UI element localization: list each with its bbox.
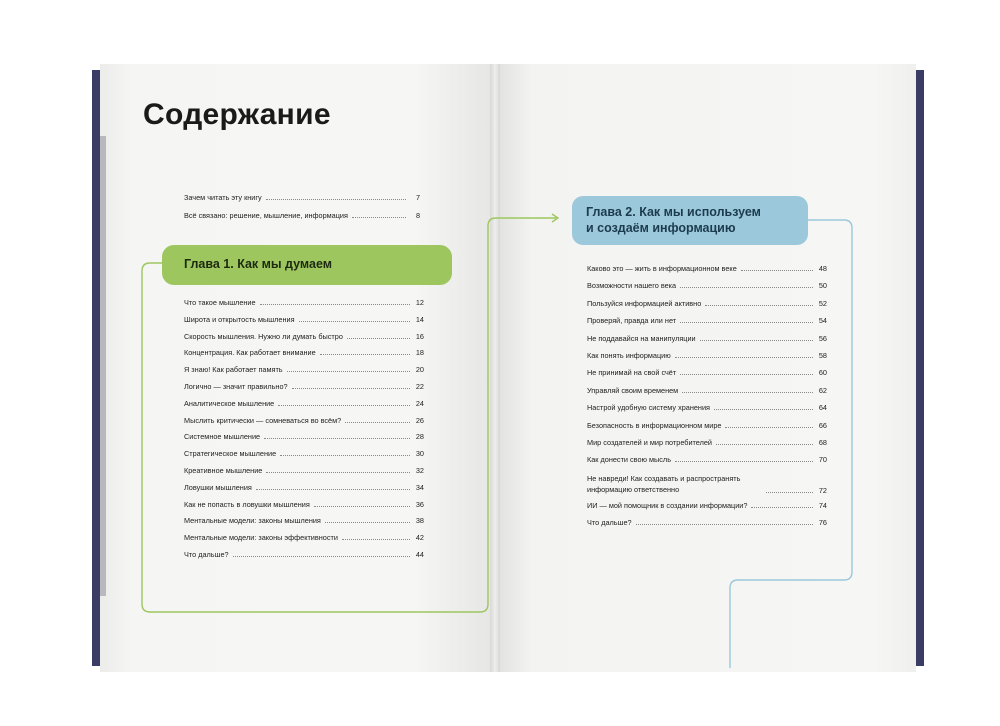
dot-leader bbox=[287, 371, 410, 372]
toc-entry bbox=[184, 211, 420, 220]
toc-entry-page-number: 38 bbox=[415, 516, 424, 526]
toc-entry-page-number: 50 bbox=[818, 281, 827, 291]
toc-entry-title: Концентрация. Как работает внимание bbox=[184, 348, 316, 358]
toc-entry-title: Логично — значит правильно? bbox=[184, 382, 288, 391]
toc-entry-title: Всё связано: решение, мышление, информация bbox=[184, 211, 348, 220]
toc-entry bbox=[184, 466, 424, 475]
toc-entry-page-number: 64 bbox=[818, 403, 827, 413]
toc-entry bbox=[587, 299, 827, 308]
toc-entry bbox=[587, 473, 827, 495]
dot-leader bbox=[675, 357, 813, 358]
dot-leader bbox=[700, 340, 813, 341]
toc-entry-page-number: 76 bbox=[818, 518, 827, 528]
toc-entry-title: ИИ — мой помощник в создании информации? bbox=[587, 500, 748, 510]
dot-leader bbox=[766, 492, 813, 493]
toc-entry-page-number: 36 bbox=[415, 499, 424, 509]
toc-entry-page-number: 8 bbox=[415, 211, 420, 220]
toc-entry-page-number: 16 bbox=[415, 331, 424, 341]
chapter1-heading-box bbox=[162, 245, 452, 285]
dot-leader bbox=[682, 392, 813, 393]
toc-entry-title: Системное мышление bbox=[184, 432, 261, 442]
toc-entry bbox=[587, 316, 827, 325]
toc-entry-title: Проверяй, правда или нет bbox=[587, 316, 677, 326]
toc-entry-title: Как донести свою мысль bbox=[587, 455, 671, 465]
toc-entry-page-number: 72 bbox=[818, 485, 827, 495]
dot-leader bbox=[320, 354, 410, 355]
toc-entry bbox=[184, 516, 424, 525]
toc-entry-page-number: 48 bbox=[818, 264, 827, 273]
toc-entry-title: Что такое мышление bbox=[184, 298, 256, 307]
chapter2-title-line2: и создаём информацию bbox=[586, 221, 736, 235]
toc-entry-page-number: 54 bbox=[818, 316, 827, 326]
dot-leader bbox=[741, 270, 813, 271]
toc-entry bbox=[184, 298, 424, 307]
toc-entry bbox=[587, 281, 827, 290]
dot-leader bbox=[342, 539, 410, 540]
toc-entry bbox=[587, 518, 827, 527]
toc-entry-title: Я знаю! Как работает память bbox=[184, 365, 283, 375]
toc-entry-title: Пользуйся информацией активно bbox=[587, 298, 702, 308]
toc-entry-page-number: 24 bbox=[415, 398, 424, 408]
toc-entry-title: Ментальные модели: законы мышления bbox=[184, 516, 321, 526]
toc-entry-title: Ментальные модели: законы эффективности bbox=[184, 533, 338, 543]
toc-entry-page-number: 30 bbox=[415, 449, 424, 459]
toc-entry bbox=[587, 264, 827, 273]
toc-entry bbox=[587, 351, 827, 360]
toc-entry-page-number: 7 bbox=[415, 193, 420, 202]
dot-leader bbox=[352, 217, 406, 218]
toc-entry-page-number: 22 bbox=[415, 382, 424, 391]
toc-entry-page-number: 32 bbox=[415, 466, 424, 475]
toc-entry bbox=[184, 315, 424, 324]
page-title: Содержание bbox=[143, 98, 331, 131]
dot-leader bbox=[714, 409, 813, 410]
toc-entry bbox=[587, 334, 827, 343]
toc-entry-title: Безопасность в информационном мире bbox=[587, 420, 722, 430]
toc-entry-page-number: 66 bbox=[818, 420, 827, 430]
dot-leader bbox=[680, 322, 813, 323]
toc-entry bbox=[184, 432, 424, 441]
toc-entry-page-number: 34 bbox=[415, 482, 424, 492]
toc-entry-title: Стратегическое мышление bbox=[184, 449, 277, 459]
toc-entry bbox=[184, 348, 424, 357]
dot-leader bbox=[725, 427, 813, 428]
toc-entry-page-number: 58 bbox=[818, 351, 827, 360]
toc-entry-page-number: 62 bbox=[818, 385, 827, 395]
toc-entry-title: Возможности нашего века bbox=[587, 281, 677, 291]
toc-entry-page-number: 12 bbox=[415, 298, 424, 307]
dot-leader bbox=[264, 438, 410, 439]
toc-entry bbox=[587, 403, 827, 412]
toc-entry bbox=[184, 533, 424, 542]
toc-entry-title: Широта и открытость мышления bbox=[184, 314, 295, 324]
toc-entry-title: Креативное мышление bbox=[184, 466, 263, 475]
dot-leader bbox=[705, 305, 813, 306]
toc-entry-page-number: 74 bbox=[818, 500, 827, 510]
toc-entry-page-number: 18 bbox=[415, 348, 424, 358]
toc-entry-title: Скорость мышления. Нужно ли думать быстро bbox=[184, 331, 343, 341]
dot-leader bbox=[345, 422, 410, 423]
dot-leader bbox=[716, 444, 813, 445]
toc-entry-title: Ловушки мышления bbox=[184, 482, 252, 492]
toc-entry-title: Настрой удобную систему хранения bbox=[587, 403, 710, 413]
dot-leader bbox=[299, 321, 410, 322]
dot-leader bbox=[280, 455, 410, 456]
toc-entry bbox=[184, 449, 424, 458]
toc-entry-page-number: 44 bbox=[415, 550, 424, 559]
toc-entry-page-number: 26 bbox=[415, 415, 424, 425]
toc-entry-title: Что дальше? bbox=[587, 518, 632, 528]
toc-entry-title: Что дальше? bbox=[184, 550, 229, 559]
toc-entry bbox=[587, 368, 827, 377]
toc-entry bbox=[184, 382, 424, 391]
toc-entry-page-number: 42 bbox=[415, 533, 424, 543]
dot-leader bbox=[325, 522, 410, 523]
dot-leader bbox=[266, 472, 410, 473]
toc-entry-title: Не навреди! Как создавать и распространять информацию ответственно bbox=[587, 473, 741, 494]
toc-entry-title: Мыслить критически — сомневаться во всём? bbox=[184, 415, 342, 425]
toc-entry bbox=[587, 455, 827, 464]
chapter2-heading-box bbox=[572, 196, 808, 245]
dot-leader bbox=[675, 461, 813, 462]
toc-entry-title: Аналитическое мышление bbox=[184, 398, 275, 408]
toc-entry-page-number: 56 bbox=[818, 333, 827, 343]
toc-entry-page-number: 60 bbox=[818, 368, 827, 378]
toc-entry bbox=[184, 416, 424, 425]
toc-entry-title: Мир создателей и мир потребителей bbox=[587, 438, 713, 447]
chapter2-title-line1: Глава 2. Как мы используем bbox=[586, 205, 761, 219]
dot-leader bbox=[292, 388, 410, 389]
toc-entry bbox=[587, 438, 827, 447]
toc-entry bbox=[587, 386, 827, 395]
toc-entry bbox=[587, 501, 827, 510]
toc-entry bbox=[184, 500, 424, 509]
toc-entry-title: Зачем читать эту книгу bbox=[184, 193, 262, 202]
toc-entry-page-number: 68 bbox=[818, 438, 827, 447]
dot-leader bbox=[233, 556, 410, 557]
dot-leader bbox=[278, 405, 410, 406]
toc-entry-title: Не принимай на свой счёт bbox=[587, 368, 677, 378]
toc-entry bbox=[184, 483, 424, 492]
toc-entry bbox=[184, 550, 424, 559]
dot-leader bbox=[636, 524, 813, 525]
dot-leader bbox=[680, 374, 813, 375]
dot-leader bbox=[751, 507, 813, 508]
toc-entry-title: Как не попасть в ловушки мышления bbox=[184, 499, 310, 509]
toc-entry-page-number: 70 bbox=[818, 455, 827, 465]
toc-entry-page-number: 14 bbox=[415, 314, 424, 324]
dot-leader bbox=[256, 489, 410, 490]
toc-entry bbox=[184, 332, 424, 341]
dot-leader bbox=[266, 199, 406, 200]
toc-entry-title: Как понять информацию bbox=[587, 351, 671, 360]
dot-leader bbox=[260, 304, 410, 305]
toc-entry-page-number: 20 bbox=[415, 365, 424, 375]
dot-leader bbox=[347, 338, 410, 339]
toc-entry-title: Не поддавайся на манипуляции bbox=[587, 333, 696, 343]
toc-entry-page-number: 28 bbox=[415, 432, 424, 442]
chapter1-title: Глава 1. Как мы думаем bbox=[184, 257, 332, 271]
toc-entry-page-number: 52 bbox=[818, 298, 827, 308]
toc-entry bbox=[184, 399, 424, 408]
toc-entry-title: Каково это — жить в информационном веке bbox=[587, 264, 737, 273]
dot-leader bbox=[314, 506, 410, 507]
toc-entry bbox=[184, 365, 424, 374]
toc-entry bbox=[184, 193, 420, 202]
toc-entry-title: Управляй своим временем bbox=[587, 385, 679, 395]
dot-leader bbox=[680, 287, 813, 288]
toc-entry bbox=[587, 421, 827, 430]
